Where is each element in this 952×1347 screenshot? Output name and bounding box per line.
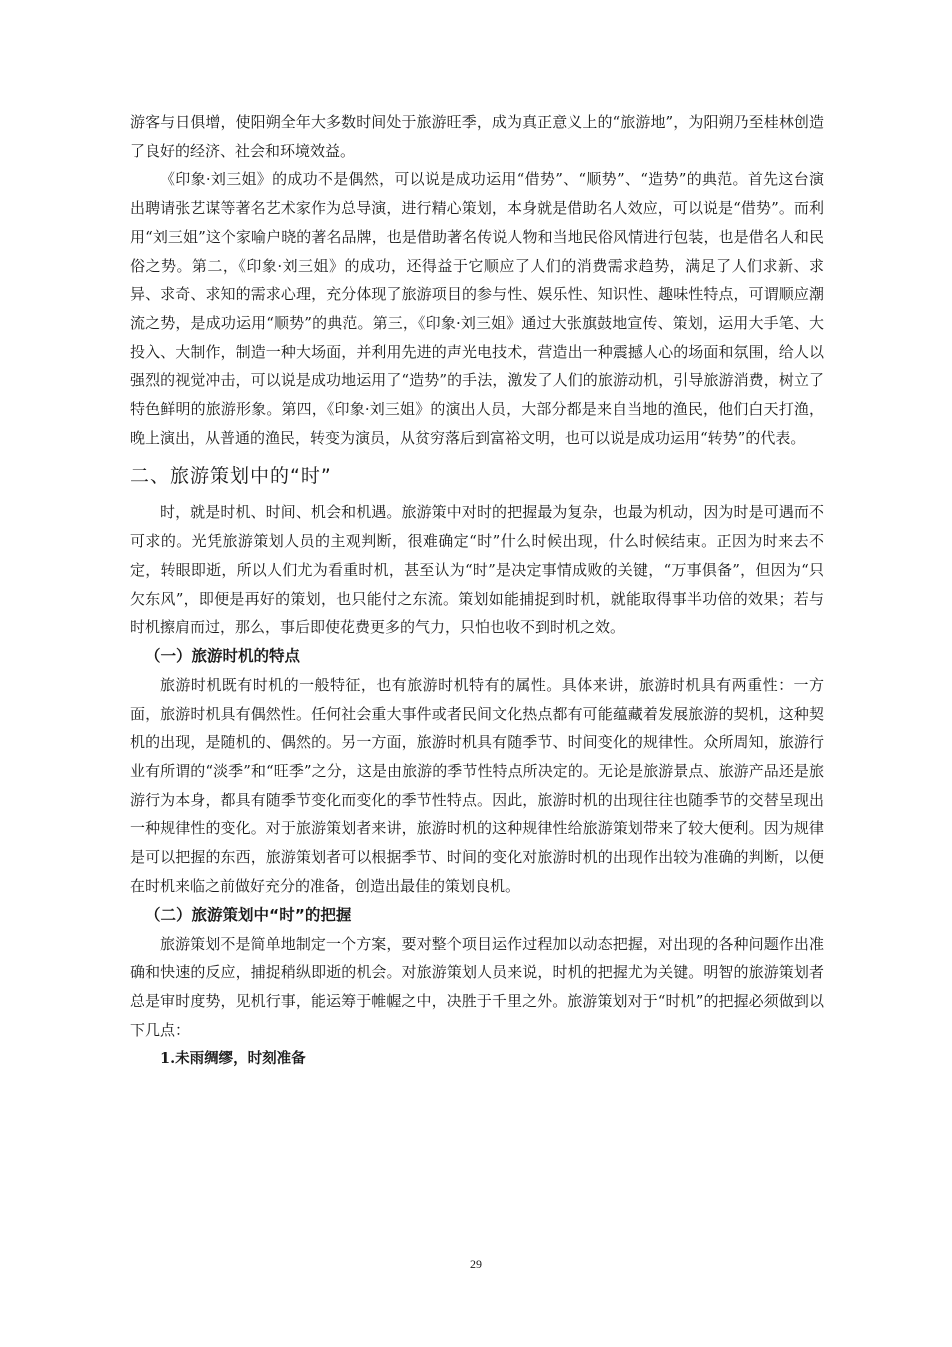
paragraph-timing-characteristics: 旅游时机既有时机的一般特征，也有旅游时机特有的属性。具体来讲，旅游时机具有两重性：一方面，旅游时机具有偶然性。任何社会重大事件或者民间文化热点都有可能蕴藏着发展旅游的契机，这种契机的出现，是随机的、偶然的。另一方面，旅游时机具有随季节、时间变化的规律性。众所周知，旅游行业有所谓的“淡季”和“旺季”之分，这是由旅游的季节性特点所决定的。无论是旅游景点、旅游产品还是旅游行为本身，都具有随季节变化而变化的季节性特点。因此，旅游时机的出现往往也随季节的交替呈现出一种规律性的变化。对于旅游策划者来讲，旅游时机的这种规律性给旅游策划带来了较大便利。因为规律是可以把握的东西，旅游策划者可以根据季节、时间的变化对旅游时机的出现作出较为准确的判断，以便在时机来临之前做好充分的准备，创造出最佳的策划良机。 (130, 675, 824, 895)
subsection-heading-2: （二）旅游策划中“时”的把握 (145, 905, 352, 924)
numbered-heading-1: 1.未雨绸缪，时刻准备 (160, 1050, 306, 1068)
paragraph-liusanjie-analysis: 《印象·刘三姐》的成功不是偶然，可以说是成功运用“借势”、“顺势”、“造势”的典范。首先这台演出聘请张艺谋等著名艺术家作为总导演，进行精心策划，本身就是借助名人效应，可以说是“借势”。而利用“刘三姐”这个家喻户晓的著名品牌，也是借助著名传说人物和当地民俗风情进行包装，也是借名人和民俗之势。第二，《印象·刘三姐》的成功，还得益于它顺应了人们的消费需求趋势，满足了人们求新、求异、求奇、求知的需求心理，充分体现了旅游项目的参与性、娱乐性、知识性、趣味性特点，可谓顺应潮流之势，是成功运用“顺势”的典范。第三，《印象·刘三姐》通过大张旗鼓地宣传、策划，运用大手笔、大投入、大制作，制造一种大场面，并利用先进的声光电技术，营造出一种震撼人心的场面和氛围，给人以强烈的视觉冲击，可以说是成功地运用了“造势”的手法，激发了人们的旅游动机，引导旅游消费，树立了特色鲜明的旅游形象。第四，《印象·刘三姐》的演出人员，大部分都是来自当地的渔民，他们白天打渔，晚上演出，从普通的渔民，转变为演员，从贫穷落后到富裕文明，也可以说是成功运用“转势”的代表。 (130, 170, 824, 447)
document-body (130, 108, 824, 1073)
paragraph-timing-grasp: 旅游策划不是简单地制定一个方案，要对整个项目运作过程加以动态把握，对出现的各种问题作出准确和快速的反应，捕捉稍纵即逝的机会。对旅游策划人员来说，时机的把握尤为关键。明智的旅游策划者总是审时度势，见机行事，能运筹于帷幄之中，决胜于千里之外。旅游策划对于“时机”的把握必须做到以下几点： (130, 934, 824, 1039)
section-heading: 二、旅游策划中的“时” (130, 465, 332, 488)
paragraph-timing-intro: 时，就是时机、时间、机会和机遇。旅游策中对时的把握最为复杂，也最为机动，因为时是可遇而不可求的。光凭旅游策划人员的主观判断，很难确定“时”什么时候出现，什么时候结束。正因为时来去不定，转眼即逝，所以人们尤为看重时机，甚至认为“时”是决定事情成败的关键，“万事俱备”，但因为“只欠东风”，即便是再好的策划，也只能付之东流。策划如能捕捉到时机，就能取得事半功倍的效果；若与时机擦肩而过，那么，事后即使花费更多的气力，只怕也收不到时机之效。 (130, 503, 824, 637)
paragraph-continuation: 游客与日俱增，使阳朔全年大多数时间处于旅游旺季，成为真正意义上的“旅游地”，为阳朔乃至桂林创造了良好的经济、社会和环境效益。 (130, 113, 824, 160)
page-number: 29 (470, 1257, 482, 1271)
subsection-heading-1: （一）旅游时机的特点 (145, 646, 301, 665)
